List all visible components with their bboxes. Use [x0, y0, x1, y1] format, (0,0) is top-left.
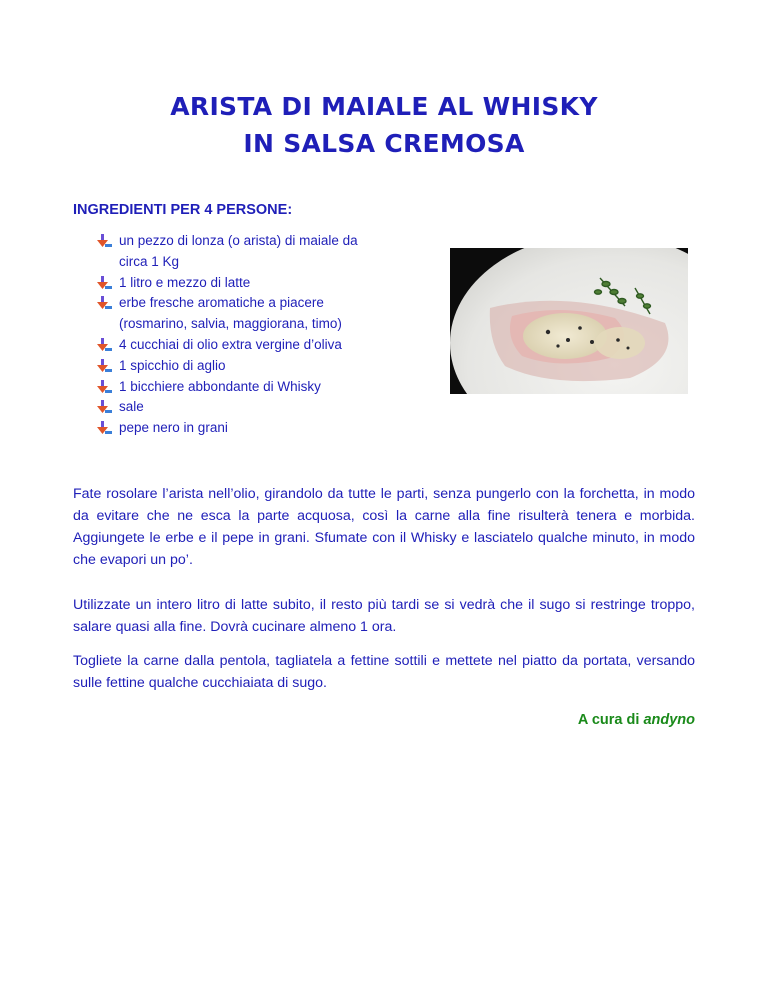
ingredient-item [96, 231, 386, 273]
arrow-down-icon [96, 421, 112, 435]
ingredients-list [96, 231, 386, 439]
arrow-down-icon [96, 276, 112, 290]
title-line-2: IN SALSA CREMOSA [243, 129, 525, 158]
recipe-title [0, 88, 768, 162]
credit-prefix: A cura di [577, 712, 640, 728]
ingredient-item [96, 356, 386, 377]
ingredient-text: 1 spicchio di aglio [119, 357, 226, 373]
ingredient-text: pepe nero in grani [119, 420, 228, 436]
arrow-down-icon [96, 296, 112, 310]
ingredients-heading: INGREDIENTI PER 4 PERSONE: [73, 202, 293, 218]
ingredient-text: erbe fresche aromatiche a piacere (rosmarino, salvia, maggiorana, timo) [119, 295, 342, 332]
ingredient-text: 1 bicchiere abbondante di Whisky [119, 378, 321, 394]
ingredient-item [96, 377, 386, 398]
ingredient-item [96, 335, 386, 356]
ingredient-text: un pezzo di lonza (o arista) di maiale da circa 1 Kg [119, 233, 358, 269]
ingredient-item [96, 397, 386, 418]
arrow-down-icon [96, 234, 112, 248]
arrow-down-icon [96, 380, 112, 394]
dish-photo [450, 248, 688, 394]
author-credit [578, 712, 695, 728]
instruction-paragraph-1: Fate rosolare l’arista nell’olio, girandolo da tutte le parti, senza pungerlo con la forchetta, in modo da evitare che ne esca la parte acquosa, così la carne alla fine risulterà tenera e morbida. Aggiungete le erbe e il pepe in grani. Sfumate con il Whisky e lasciatelo qualche minuto, in modo che evapori un po’. [73, 486, 695, 568]
credit-author: andyno [643, 712, 695, 728]
arrow-down-icon [96, 359, 112, 373]
ingredient-item [96, 418, 386, 439]
ingredient-text: 1 litro e mezzo di latte [119, 274, 251, 290]
instruction-paragraph-3: Togliete la carne dalla pentola, tagliatela a fettine sottili e mettete nel piatto da portata, versando sulle fettine qualche cucchiaiata di sugo. [73, 653, 695, 691]
instruction-paragraph-2: Utilizzate un intero litro di latte subito, il resto più tardi se si vedrà che il sugo si restringe troppo, salare quasi alla fine. Dovrà cucinare almeno 1 ora. [73, 597, 695, 635]
title-line-1: ARISTA DI MAIALE AL WHISKY [170, 92, 598, 121]
ingredient-text: 4 cucchiai di olio extra vergine d’oliva [119, 336, 342, 352]
arrow-down-icon [96, 338, 112, 352]
arrow-down-icon [96, 400, 112, 414]
ingredient-item [96, 293, 386, 335]
ingredient-item [96, 273, 386, 294]
ingredient-text: sale [119, 399, 144, 415]
